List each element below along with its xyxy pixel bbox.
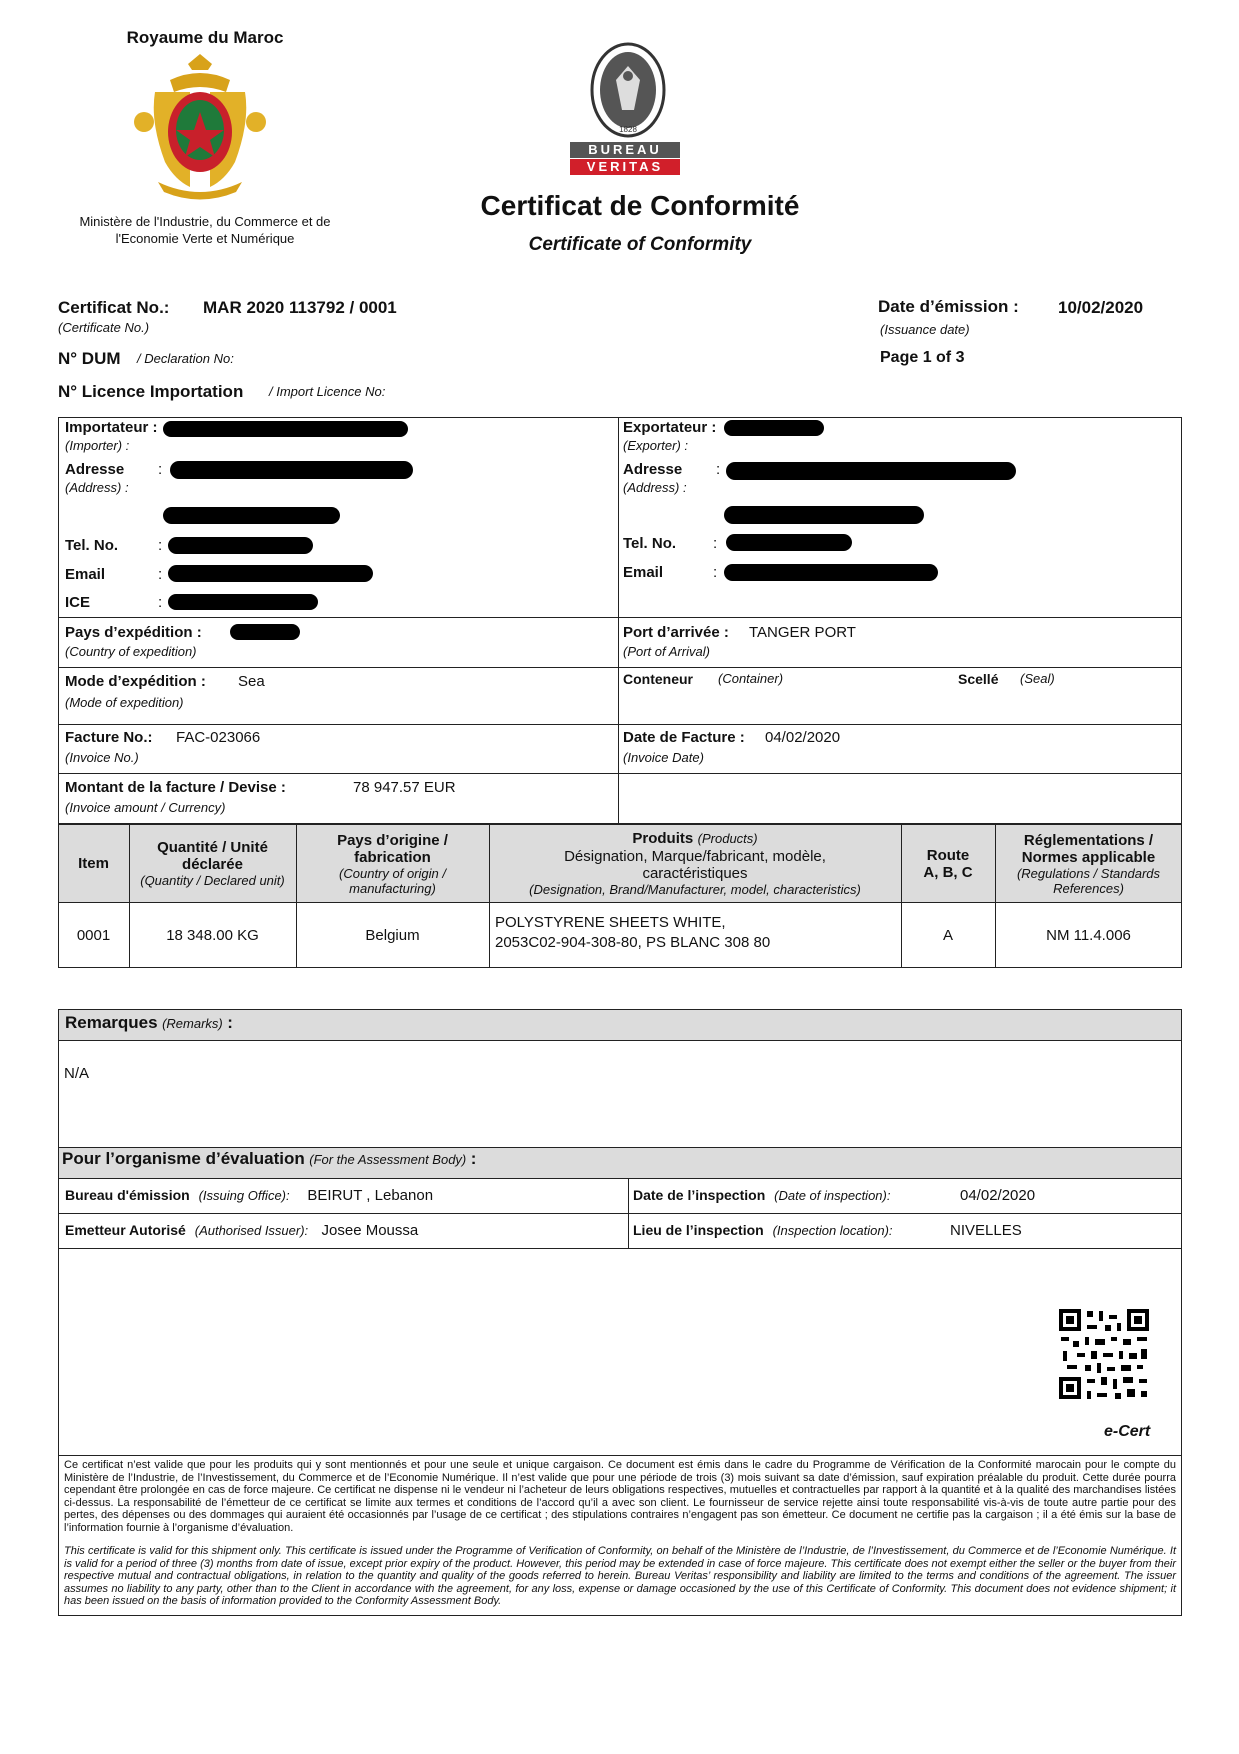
header-products: Produits (Products) Désignation, Marque/fabricant, modèle, caractéristiques (Designation, Brand/Manufacturer, model, characteristics) xyxy=(529,830,861,897)
mode-expedition-en: (Mode of expedition) xyxy=(65,695,184,710)
cert-no-en: (Certificate No.) xyxy=(58,320,150,335)
exporter-en: (Exporter) : xyxy=(623,438,689,453)
invoice-date-label: Date de Facture : xyxy=(623,729,745,746)
cert-no-label: Certificat No.: xyxy=(58,298,170,317)
importer-address-en: (Address) : xyxy=(65,480,129,495)
row-route: A xyxy=(942,926,953,944)
country-expedition-en: (Country of expedition) xyxy=(65,644,197,659)
seal-label: Scellé xyxy=(958,671,999,687)
invoice-date-value: 04/02/2020 xyxy=(765,729,841,746)
invoice-no-value: FAC-023066 xyxy=(176,729,261,746)
ministry-line-1: Ministère de l'Industrie, du Commerce et de xyxy=(79,214,331,229)
bureau-veritas-seal-icon xyxy=(588,40,668,140)
page-number: Page 1 of 3 xyxy=(880,349,965,366)
container-label: Conteneur xyxy=(623,671,693,687)
redaction xyxy=(163,421,408,437)
issue-date-label: Date d’émission : xyxy=(878,297,1019,316)
redaction xyxy=(163,507,340,524)
row-standard: NM 11.4.006 xyxy=(1046,926,1131,944)
header-origin: Pays d’origine / fabrication (Country of origin / manufacturing) xyxy=(337,831,448,896)
qr-code-icon[interactable] xyxy=(1057,1307,1151,1401)
header-route: Route A, B, C xyxy=(923,846,973,881)
row-product-line-1: POLYSTYRENE SHEETS WHITE, xyxy=(495,914,726,931)
bv-logo-bottom: VERITAS xyxy=(570,159,680,175)
dum-label: N° DUM xyxy=(58,349,121,368)
mode-expedition-value: Sea xyxy=(238,673,265,690)
redaction xyxy=(230,624,300,640)
port-arrival-en: (Port of Arrival) xyxy=(623,644,710,659)
issuing-office-row: Bureau d'émission (Issuing Office): BEIRUT , Lebanon xyxy=(65,1187,434,1204)
row-product-line-2: 2053C02-904-308-80, PS BLANC 308 80 xyxy=(495,934,771,951)
licence-en: / Import Licence No: xyxy=(269,384,386,399)
importer-tel-label: Tel. No. xyxy=(65,537,119,554)
bv-seal-year: 1828 xyxy=(619,125,637,134)
remarks-label: Remarques (Remarks) : xyxy=(65,1013,233,1032)
licence-label: N° Licence Importation xyxy=(58,382,244,401)
coat-of-arms-icon xyxy=(130,52,270,202)
country-expedition-label: Pays d’expédition : xyxy=(65,624,202,641)
authorised-issuer-row: Emetteur Autorisé (Authorised Issuer): Josee Moussa xyxy=(65,1222,419,1239)
importer-en: (Importer) : xyxy=(65,438,130,453)
cert-no-value: MAR 2020 113792 / 0001 xyxy=(203,298,397,317)
exporter-address-label: Adresse xyxy=(623,461,683,478)
exporter-label: Exportateur : xyxy=(623,419,717,436)
redaction xyxy=(726,462,1016,480)
row-origin: Belgium xyxy=(365,926,420,944)
importer-label: Importateur : xyxy=(65,419,158,436)
issue-date-value: 10/02/2020 xyxy=(1058,298,1144,317)
importer-ice-label: ICE xyxy=(65,594,91,611)
port-arrival-value: TANGER PORT xyxy=(749,624,856,641)
invoice-no-label: Facture No.: xyxy=(65,729,153,746)
header-regulations: Réglementations / Normes applicable (Regulations / Standards References) xyxy=(1016,831,1161,896)
row-quantity: 18 348.00 KG xyxy=(166,926,259,944)
row-item: 0001 xyxy=(76,926,111,944)
ministry-line-2: l'Economie Verte et Numérique xyxy=(115,231,295,246)
container-en: (Container) xyxy=(718,671,784,686)
invoice-amount-value: 78 947.57 EUR xyxy=(353,779,456,796)
redaction xyxy=(168,594,318,610)
redaction xyxy=(724,564,938,581)
dum-en: / Declaration No: xyxy=(137,351,234,366)
seal-en: (Seal) xyxy=(1020,671,1055,686)
redaction xyxy=(726,534,852,551)
redaction xyxy=(168,537,313,554)
inspection-date-row: Date de l’inspection (Date of inspection): xyxy=(633,1187,891,1203)
exporter-email-label: Email xyxy=(623,564,664,581)
invoice-amount-label: Montant de la facture / Devise : xyxy=(65,779,286,796)
exporter-address-en: (Address) : xyxy=(623,480,687,495)
exporter-tel-label: Tel. No. xyxy=(623,535,677,552)
invoice-date-en: (Invoice Date) xyxy=(623,750,704,765)
redaction xyxy=(170,461,413,479)
title-en: Certificate of Conformity xyxy=(528,234,752,255)
invoice-amount-en: (Invoice amount / Currency) xyxy=(65,800,226,815)
inspection-location-row: Lieu de l’inspection (Inspection location): xyxy=(633,1222,893,1238)
redaction xyxy=(724,506,924,524)
invoice-no-en: (Invoice No.) xyxy=(65,750,139,765)
importer-email-label: Email xyxy=(65,566,106,583)
issue-date-en: (Issuance date) xyxy=(880,322,970,337)
disclaimer-fr: Ce certificat n’est valide que pour les produits qui y sont mentionnés et pour une seule et unique cargaison. Ce document est émis dans le cadre du Programme de Vérification de la Conformité marocain pour le compte du Ministère de l’Industrie, de l’Investissement, du Commerce et de l’Economie Numérique. Il n’est valide que pour une période de trois (3) mois suivant sa date d’émission, sauf expiration préalable du produit. Cette durée pourra cependant être prolongée en cas de force majeure. Ce certificat ne dispense ni le vendeur ni l’acheteur de leurs obligations respectives, mutuelles et contractuelles par rapport à la quantité et à la qualité des marchandises listées ci-dessus. La responsabilité de l’émetteur de ce certificat se limite aux termes et conditions de l’accord qu’il a avec son client. Le fournisseur de service rejette ainsi toute responsabilité vis-à-vis de toute autre partie pour des pertes, des dépenses ou des dommages qui auraient été occasionnés par l’usage de ce certificat ; des stipulations contraires n’engagent pas son émetteur. Ce document ne certifie pas la cargaison ; il a été émis sur la base de l’information fournie à l’organisme d’évaluation. xyxy=(64,1459,1176,1534)
header-item: Item xyxy=(78,855,109,872)
assessment-label: Pour l’organisme d’évaluation (For the Assessment Body) : xyxy=(62,1149,477,1168)
inspection-location-value: NIVELLES xyxy=(950,1222,1022,1239)
bv-logo-top: BUREAU xyxy=(570,142,680,158)
port-arrival-label: Port d’arrivée : xyxy=(623,624,729,641)
header-quantity: Quantité / Unité déclarée (Quantity / Declared unit) xyxy=(140,839,285,888)
title-fr: Certificat de Conformité xyxy=(480,190,800,221)
ecert-label: e-Cert xyxy=(1104,1423,1151,1440)
kingdom-name: Royaume du Maroc xyxy=(126,28,284,47)
redaction xyxy=(724,420,824,436)
inspection-date-value: 04/02/2020 xyxy=(960,1187,1036,1204)
importer-address-label: Adresse xyxy=(65,461,125,478)
remarks-value: N/A xyxy=(64,1065,90,1082)
mode-expedition-label: Mode d’expédition : xyxy=(65,673,206,690)
disclaimer-en: This certificate is valid for this shipment only. This certificate is issued under the Programme of Verification of Conformity, on behalf of the Ministère de l’Industrie, de l’Investissement, du Commerce et de l’Economie Numérique. It is valid for a period of three (3) months from date of issue, except prior expiry of the product. However, this period may be extended in case of force majeure. This certificate does not exempt either the seller or the buyer from their respective mutual and contractual obligations, in relation to the quantity and quality of the goods referred to herein. Bureau Veritas’ responsibility and liability are limited to the terms and conditions of the agreement. The issuer assumes no liability to any party, other than to the Client in accordance with the agreement, for any loss, expense or damage occasioned by the use of this Certificate of Conformity. This document does not evidence shipment; it has been issued on the basis of information provided to the Conformity Assessment Body. xyxy=(64,1545,1176,1607)
redaction xyxy=(168,565,373,582)
